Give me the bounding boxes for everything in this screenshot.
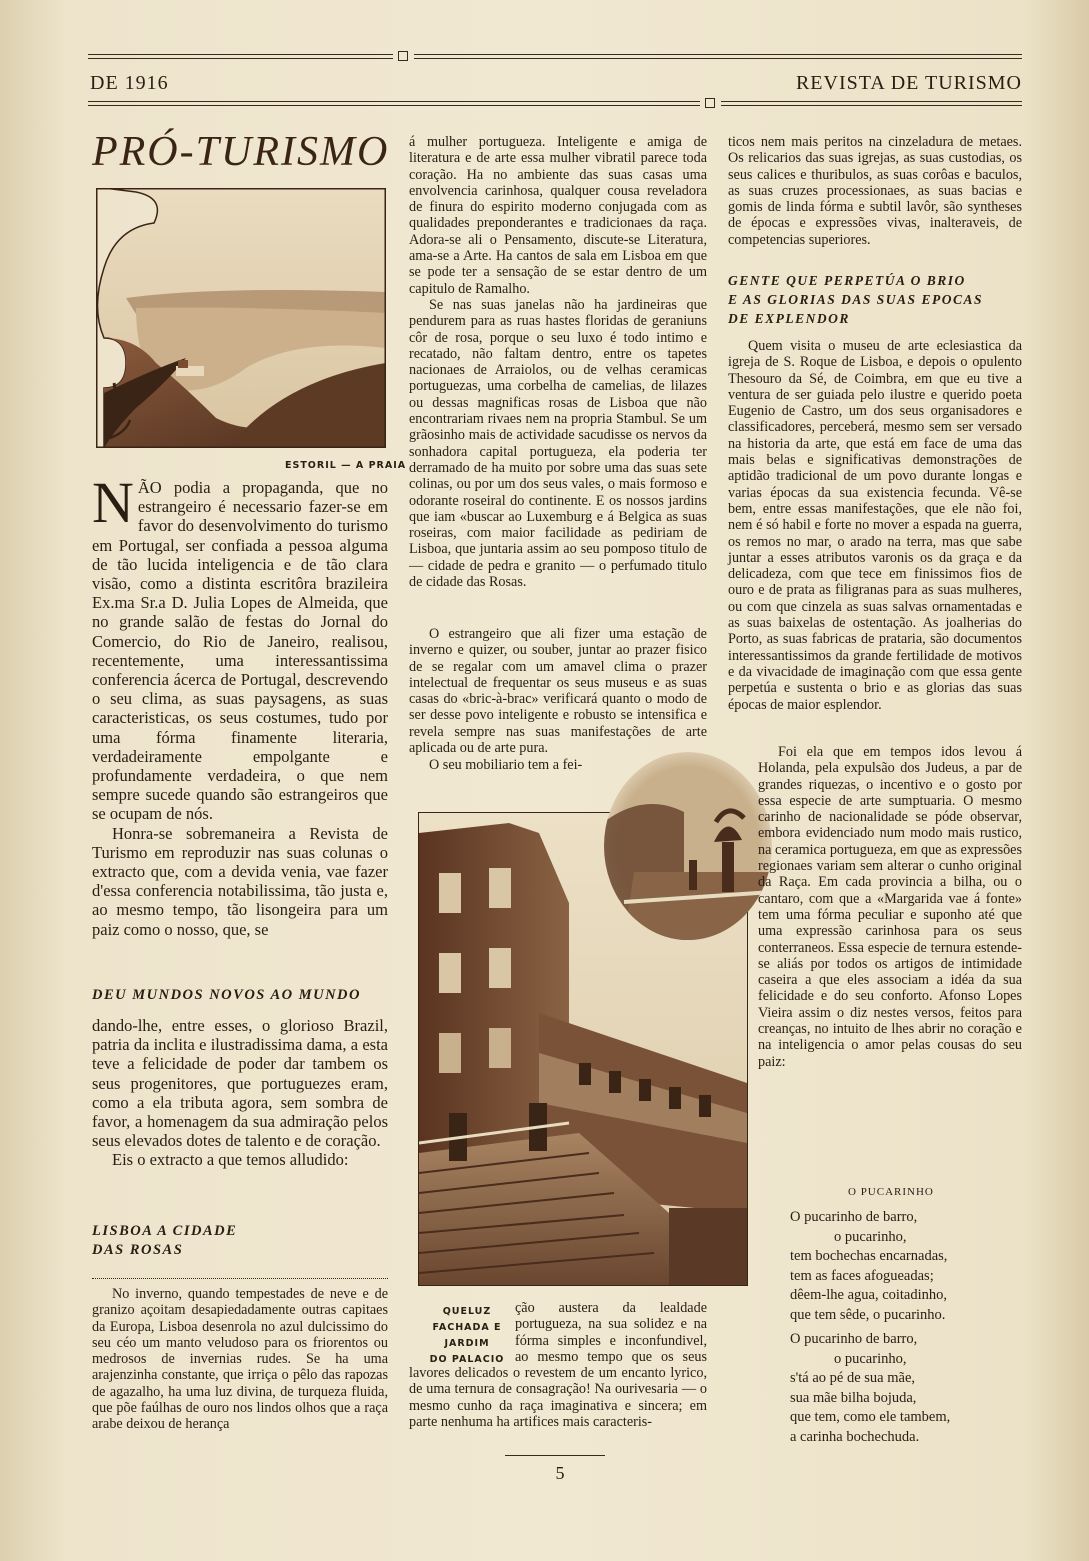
page-number: 5 <box>555 1463 565 1483</box>
subheading-line: GENTE QUE PERPETÚA O BRIO <box>728 273 966 288</box>
poem-line: O pucarinho de barro, <box>790 1331 918 1347</box>
paragraph: á mulher portugueza. Inteligente e amiga de literatura e de arte essa mulher vibratil parece toda coração. Ha no ambiente das suas casas uma envolvencia carinhosa, qualquer cousa reveladora de finura do espirito moderno conjugada com as qualidades preponderantes e tradicionaes da raça. Adora-se ali o Pensamento, discute-se Literatura, ama-se a Arte. Ha cantos de sala em Lisboa em que se pode ter a sensação de se estar dentro de um capitulo de Ramalho. <box>409 134 707 297</box>
poem-line: a carinha bochechuda. <box>790 1428 920 1445</box>
subheading-line: DE EXPLENDOR <box>728 311 850 326</box>
poem-stanza-1 <box>790 1208 947 1326</box>
ornament-square <box>398 51 408 61</box>
subheading-gente <box>728 271 1022 328</box>
subheading-line: DAS ROSAS <box>92 1242 184 1258</box>
poem-line: o pucarinho, <box>834 1228 907 1245</box>
column-1-intro <box>92 470 388 939</box>
column-1-lisboa-paragraph: No inverno, quando tempestades de neve e de granizo açoitam desapiedadamente outras capitaes da Europa, Lisboa desenrola no azul dulcissimo do seu céo um manto veludoso para os friorentos ou medrosos de invernias rudes. Se ha uma arajenzinha constante, que irriça o pêlo das rapozas de agazalho, ha uma luz divina, de turqueza fluida, que põe faúlhas de ouro nos lindos olhos que a raça arabe deixou de herança <box>92 1286 388 1433</box>
column-2-bottom <box>409 1300 707 1430</box>
header-bottom-rule-left <box>88 101 700 106</box>
paragraph: ção austera da lealdade portugueza, na sua solidez e na fórma simples e inconfundivel, ao mesmo tempo que os seus lavores delicados o revestem de um encanto lyrico, de uma ternura de consagração! Na ourivesaria — o mesmo cunho da raça imaginativa e sincera; em parte nenhuma ha artifices mais caracteris- <box>409 1300 707 1431</box>
poem-line: o pucarinho, <box>834 1350 907 1367</box>
article-title: PRÓ-TURISMO <box>92 129 390 175</box>
estoril-photo-caption: ESTORIL — A PRAIA <box>285 460 407 471</box>
subheading-line: E AS GLORIAS DAS SUAS EPOCAS <box>728 292 983 307</box>
paragraph: Foi ela que em tempos idos levou á Holanda, pela expulsão dos Judeus, a par de grandes riquezas, o incentivo e o gosto por essa especie de arte sumptuaria. O mesmo carinho de nacionalidade se póde observar, embora evidenciado num modo mais rustico, na ceramica portugueza, em que as expressões regionaes variam sem alterar o cunho original da Raça. Em cada provincia a bilha, ou o cantaro, com que a «Margarida vae á fonte» tem uma fórma peculiar e suponho até que uma expressão carinhosa para os seus conterraneos. Essa especie de ternura estende-se aliás por todos os artigos de intimidade caseira a que eles associam a idéa da sua felicidade e do seu conforto. Afonso Lopes Vieira assim o diz nestes versos, feitos para creanças, no intuito de lhes abrir no coração e na inteligencia o amor pelas cousas do seu paiz: <box>758 744 1022 1070</box>
dotted-rule <box>92 1278 388 1279</box>
column-1-middle <box>92 1016 388 1170</box>
poem-line: tem bochechas encarnadas, <box>790 1248 948 1265</box>
header-magazine-name: REVISTA DE TURISMO <box>795 72 1022 94</box>
paragraph: Honra-se sobremaneira a Revista de Turismo em reproduzir nas suas colunas o extracto que, com a devida venia, vae fazer d'essa conferencia notabilissima, tão justa e, ao mesmo tempo, tão lisongeira para um paiz como o nosso, que, se <box>92 823 388 939</box>
drop-cap: N <box>92 470 134 535</box>
caption-line: DO PALACIO <box>429 1354 505 1365</box>
intro-paragraph: ÃO podia a propaganda, que no estrangeiro é necessario fazer-se em favor do desenvolvimento do turismo em Portugal, ser confiada a pessoa alguma de tão lucida inteligencia e de tão clara visão, como a distinta escritôra brazileira Ex.ma Sr.a D. Julia Lopes de Almeida, que no grande salão de festas do Jornal do Comercio, do Rio de Janeiro, realisou, recentemente, uma interessantissima conferencia ácerca de Portugal, descrevendo o seu clima, as suas paysagens, as suas caracteristicas, os seus costumes, tudo por uma fórma finamente literaria, verdadeiramente empolgante e profundamente verdadeira, o que nem sempre sucede quando são estrangeiros que se ocupam de nós. <box>92 478 388 824</box>
poem-line: s'tá ao pé de sua mãe, <box>790 1370 916 1387</box>
subheading-deu-mundos: DEU MUNDOS NOVOS AO MUNDO <box>92 987 361 1003</box>
column-3-top: ticos nem mais peritos na cinzeladura de metaes. Os relicarios das suas igrejas, as suas custodias, os seus calices e thuribulos, as suas corôas e baculos, as suas cruzes processionaes, as suas bacias e gomis de linda fórma e subtil lavôr, são syntheses de épocas e expressões vivas, inalteraveis, de competencias superiores. <box>728 134 1022 248</box>
subheading-lisboa <box>92 1222 388 1260</box>
estoril-beach-photo <box>96 188 386 448</box>
header-date: DE 1916 <box>90 72 169 94</box>
header-top-rule-right <box>414 54 1022 59</box>
column-3-wrapped-paragraph <box>758 744 1022 1070</box>
poem-title: O PUCARINHO <box>848 1186 934 1198</box>
subheading-line: LISBOA A CIDADE <box>92 1223 238 1239</box>
column-2-top <box>409 134 707 590</box>
column-3-paragraph: Quem visita o museu de arte eclesiastica da igreja de S. Roque de Lisboa, e depois o opulento Thesouro da Sé, de Coimbra, em que eu tive a ventura de ser guiada pelo ilustre e querido poeta Eugenio de Castro, um dos seus organisadores e classificadores, perceberá, mesmo sem ser versado na historia da arte, que está em face de uma das mais belas e significativas demonstrações de aptidão tradicional de um povo durante longas e varias épocas da sua existencia fecunda. Vê-se bem, entre essas manifestações, que ele não foi, nem é só habil e forte no mover a espada na guerra, os remos no mar, o arado na terra, mas que sabe juntar a esses atributos varonis os da graça e da delicadeza, com que tece em finissimos fios de ouro e de prata as filigranas para as suas mulheres, ou com que cinzela as suas salvas ornamentadas e as suas baixelas de ostentação. As joalherias do Porto, as suas fabricas de prataria, são documentos interessantissimos da grande fertilidade de motivos e da vivacidade de imaginação com que essa gente perpetúa e sustenta o brio e as glorias das suas épocas de maior esplendor. <box>728 338 1022 713</box>
poem-line: tem as faces afogueadas; <box>790 1267 934 1284</box>
paragraph: Eis o extracto a que temos alludido: <box>112 1150 349 1170</box>
header-bottom-rule-right <box>721 101 1022 106</box>
poem-line: que tem sêde, o pucarinho. <box>790 1306 946 1323</box>
poem-stanza-2 <box>790 1330 950 1448</box>
caption-line: QUELUZ <box>442 1306 492 1317</box>
poem-line: dêem-lhe agua, coitadinho, <box>790 1287 948 1304</box>
poem-line: que tem, como ele tambem, <box>790 1409 951 1426</box>
poem-line: sua mãe bilha bojuda, <box>790 1389 917 1406</box>
poem-line: O pucarinho de barro, <box>790 1209 918 1225</box>
paragraph: dando-lhe, entre esses, o glorioso Brazil, patria da inclita e ilustradissima dama, a esta teve a felicidade de poder dar tambem os seus progenitores, que portuguezes eram, como a ela tributa agora, sem sombra de favor, a homenagem da sua admiração pelos seus elevados dotes de talento e de coração. <box>92 1016 388 1151</box>
garden-statue-photo <box>604 752 772 940</box>
footer-rule <box>505 1455 605 1456</box>
paragraph: Se nas suas janelas não ha jardineiras que pendurem para as ruas hastes floridas de geraniuns côr de rosa, porque o seu luxo é todo intimo e recatado, não faltam dentro, entre os tapetes nacionaes de Arraiolos, ou de velhas ceramicas portuguezas, uma corbelha de camelias, de lilazes ou dessas magnificas rosas de Lisboa que não encontrariam rivaes nem na propria Stambul. Se um grãosinho mais de actividade sacudisse os nervos da sonhadora capital portugueza, ela poderia ter derramado de ha muito por sobre uma das suas sete colinas, ou por um dos seus vales, o mais formoso e odorante roseiral do continente. E os nossos jardins que iam «buscar ao Luxemburg e á Belgica as suas roseiras, com maior facilidade as pediriam de Lisboa, que juntaria assim ao seu pomposo titulo de — cidade de pedra e granito — o perfumado titulo de cidade das Rosas. <box>409 296 707 591</box>
column-2-paragraph-start: O seu mobiliario tem a fei- <box>429 757 583 773</box>
caption-line: FACHADA E JARDIM <box>432 1322 502 1349</box>
ornament-square <box>705 98 715 108</box>
header-top-rule-left <box>88 54 393 59</box>
column-2-paragraph: O estrangeiro que ali fizer uma estação de inverno e quizer, ou souber, juntar ao prazer fisico de se regalar com um amavel clima o prazer intelectual de frequentar os seus museus e as suas casas do «bric-à-brac» verificará quanto o modo de ser desse povo inteligente e robusto se intensifica e revela sempre nas suas manifestações de arte aplicada ou de arte pura. <box>409 626 707 757</box>
